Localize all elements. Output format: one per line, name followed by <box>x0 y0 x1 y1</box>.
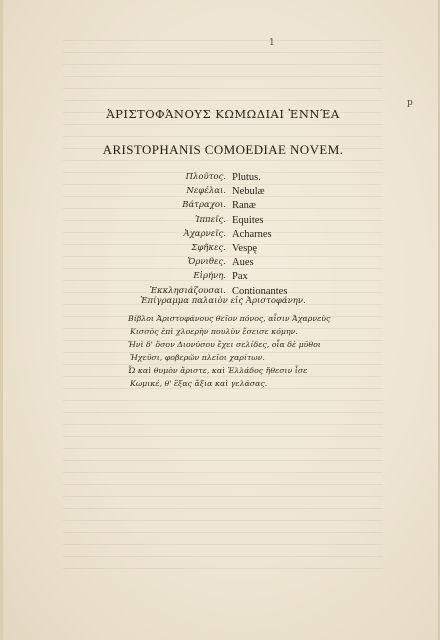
play-greek-name: Ἱππεῖς. <box>195 214 226 225</box>
play-latin-name: Ranæ <box>232 200 256 212</box>
epigram-title: Ἐπίγραμμα παλαιὸν εἰς Ἀριστοφάνην. <box>140 296 306 306</box>
play-latin-name: Vespę <box>232 242 258 254</box>
play-row <box>136 200 336 214</box>
epigram-line: Βίβλοι Ἀριστοφάνους θεῖον πόνος, αἷσιν Ἀχαρνεὺς <box>128 314 331 323</box>
play-greek-name: Ἐκκλησιάζουσαι. <box>149 285 226 296</box>
play-greek-name: Σφῆκες. <box>191 242 226 253</box>
play-greek-name: Πλοῦτος. <box>185 172 226 182</box>
play-row <box>136 243 336 257</box>
top-page-mark: 1 <box>269 38 275 48</box>
play-latin-name: Nebulæ <box>232 186 265 198</box>
epigram-line: Ἠχεῦσι, φοβερῶν πλεῖοι χαρίτων. <box>130 353 265 362</box>
play-greek-name: Ὄρνιθες. <box>187 257 226 268</box>
epigram-verse <box>128 314 331 392</box>
latin-title: ARISTOPHANIS COMOEDIAE NOVEM. <box>102 142 344 157</box>
play-latin-name: Aues <box>232 257 254 269</box>
play-row <box>136 257 336 271</box>
play-row <box>136 229 336 243</box>
play-row <box>136 172 336 186</box>
play-latin-name: Plutus. <box>232 172 261 183</box>
play-latin-name: Equites <box>232 214 264 226</box>
play-latin-name: Acharnes <box>232 228 272 240</box>
play-row <box>136 215 336 229</box>
play-latin-name: Pax <box>232 271 248 283</box>
play-greek-name: Νεφέλαι. <box>186 186 226 197</box>
play-row <box>136 186 336 200</box>
epigram-line: Κισσὸς ἐπὶ χλοερὴν πουλὺν ἔσεισε κόμην. <box>130 327 298 336</box>
play-list <box>136 172 336 300</box>
epigram-line: Ἠνὶ δ' ὅσον Διονύσου ἔχει σελίδες, οἷα δὲ μῦθοι <box>128 340 321 349</box>
greek-title: ἈΡΙΣΤΟΦΆΝΟΥΣ ΚΩΜΩΔΙΑΙ ἘΝΝΈΑ <box>106 107 340 121</box>
play-greek-name: Ἀχαρνεῖς. <box>183 228 226 239</box>
epigram-line: Ὦ καὶ θυμὸν ἄριστε, καὶ Ἑλλάδος ἤθεσιν ἶσε <box>128 366 308 375</box>
epigram-line: Κωμικέ, θ' ἕξας ἄξια καὶ γελάσας. <box>130 379 268 388</box>
play-greek-name: Εἰρήνη. <box>193 271 226 282</box>
side-page-mark: p <box>407 98 413 108</box>
play-row <box>136 271 336 285</box>
play-latin-name: Contionantes <box>232 285 288 297</box>
play-greek-name: Βάτραχοι. <box>182 200 226 211</box>
